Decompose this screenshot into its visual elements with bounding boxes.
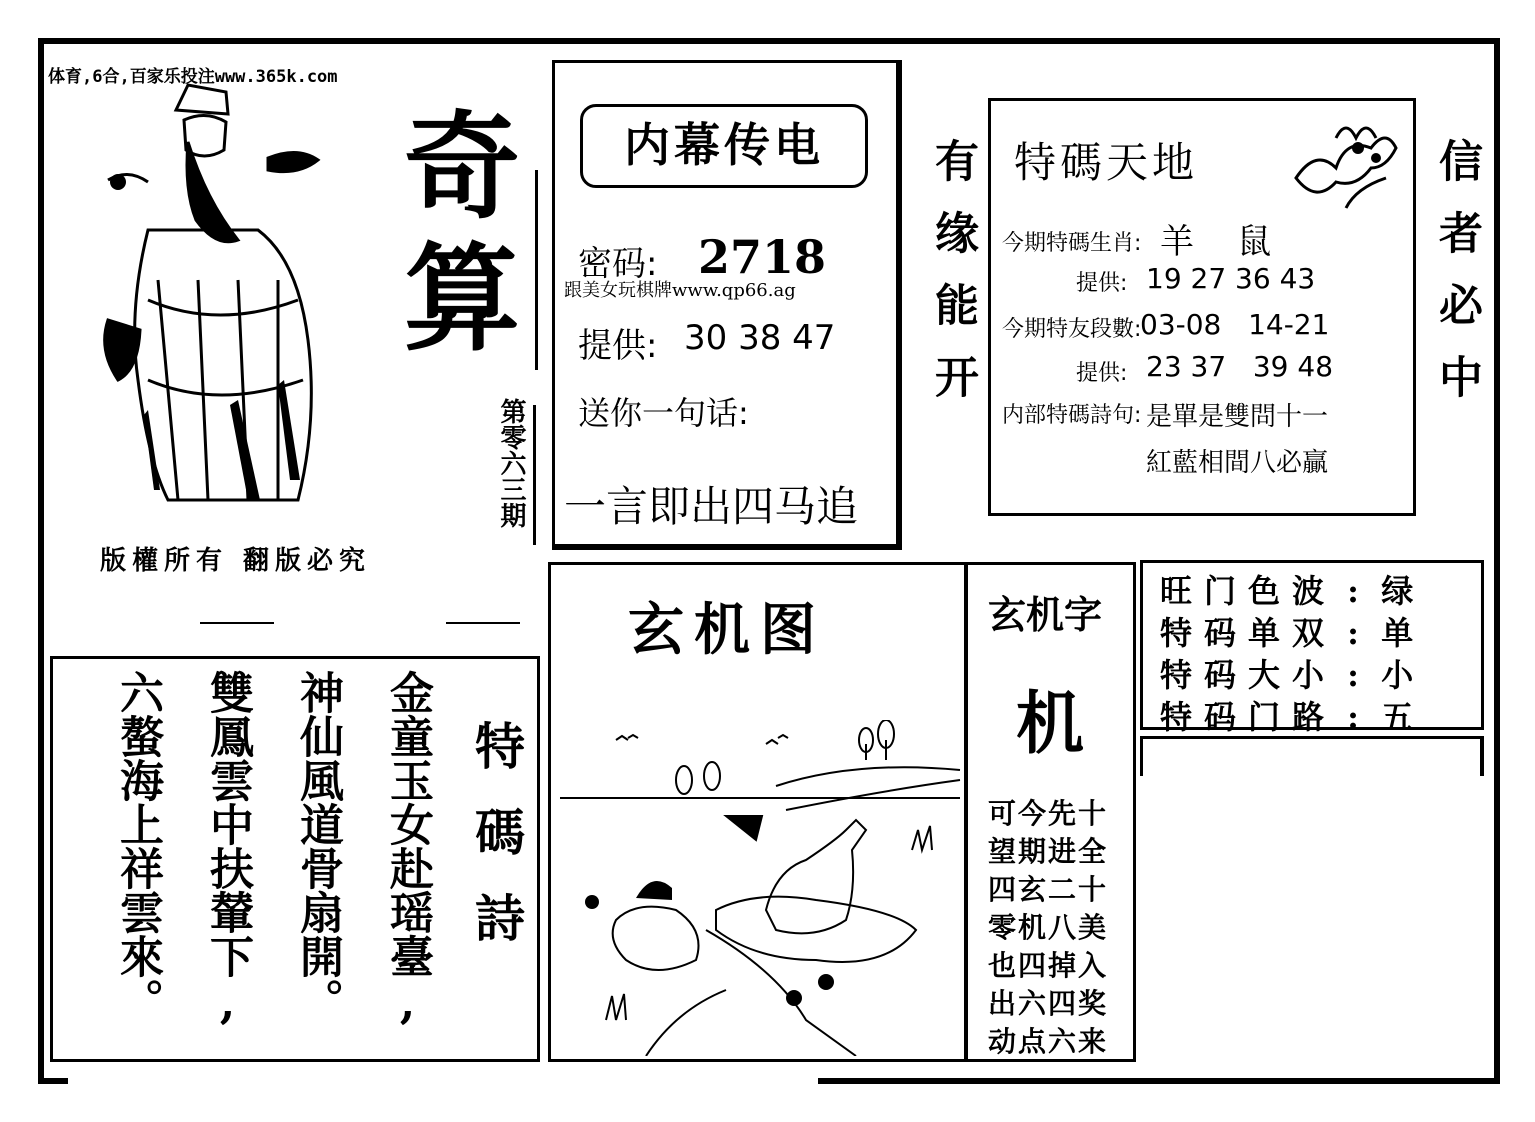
- poem-line: 六螯海上祥雲來。: [112, 670, 163, 1022]
- info-colon: :: [1336, 656, 1382, 694]
- poem-line: 金童玉女赴瑶臺,: [382, 670, 433, 1029]
- deity-illustration: [88, 80, 348, 520]
- xuanji-zi-row: 出六四奖: [988, 987, 1109, 1020]
- poem-label: 内部特碼詩句:: [1002, 403, 1142, 428]
- info-row: [1160, 566, 1460, 612]
- provide2-numbers: 23 37 39 48: [1146, 350, 1334, 383]
- xuanji-zi-row: 望期进全: [988, 835, 1109, 868]
- zodiac-label: 今期特碼生肖:: [1002, 231, 1142, 256]
- xuanji-tu-title: 玄机图: [628, 598, 826, 663]
- divider-line: [200, 622, 274, 624]
- title-divider: [535, 170, 538, 370]
- xuanji-zi-title: 玄机字: [988, 593, 1103, 637]
- period-label: 第零六三期: [496, 398, 526, 528]
- neimu-title: 内幕传电: [580, 104, 868, 188]
- tema-title: 特碼天地: [1014, 138, 1199, 187]
- info-colon: :: [1336, 698, 1382, 736]
- info-colon: :: [1336, 572, 1382, 610]
- xuanji-zi-row: 也四掉入: [988, 949, 1109, 982]
- flower-icon: [1276, 108, 1406, 218]
- info-label: 特码门路: [1160, 698, 1337, 736]
- xuanji-zi-row: 可今先十: [988, 797, 1109, 830]
- info-label: 特码单双: [1160, 614, 1337, 652]
- info-value: 单: [1381, 614, 1414, 652]
- xuanji-zi-row: 零机八美: [988, 911, 1109, 944]
- info-value: 小: [1381, 656, 1414, 694]
- frame-left: [38, 38, 44, 1084]
- info-colon: :: [1336, 614, 1382, 652]
- frame-right: [1494, 38, 1500, 1084]
- neimu-ad[interactable]: 跟美女玩棋牌www.qp66.ag: [564, 280, 796, 301]
- provide2-label: 提供:: [1076, 361, 1128, 386]
- copyright-text: 版權所有 翻版必究: [100, 546, 372, 576]
- provide-numbers: 30 38 47: [684, 318, 836, 358]
- frame-bottom: [38, 1078, 68, 1084]
- zodiac-values: 羊 鼠: [1160, 222, 1272, 262]
- info-value: 绿: [1381, 572, 1414, 610]
- info-row: [1160, 692, 1460, 738]
- title-char-1: 奇: [404, 100, 520, 235]
- info-label: 特码大小: [1160, 656, 1337, 694]
- info-row: [1160, 608, 1460, 654]
- right-slogan: 信者必中: [1431, 138, 1482, 426]
- provide1-label: 提供:: [1076, 271, 1128, 296]
- provide1-numbers: 19 27 36 43: [1146, 262, 1316, 295]
- divider-line: [446, 622, 520, 624]
- segment-values: 03-08 14-21: [1140, 308, 1330, 341]
- saying-label: 送你一句话:: [578, 394, 749, 432]
- info-row: [1160, 650, 1460, 696]
- left-slogan: 有缘能开: [927, 138, 978, 426]
- top-ad-text[interactable]: 体育,6合,百家乐投注www.365k.com: [48, 67, 338, 87]
- password-label: 密码:: [578, 244, 658, 284]
- title-char-2: 算: [404, 232, 520, 367]
- poem-line: 雙鳳雲中扶輦下,: [202, 670, 253, 1029]
- xuanji-zi-row: 四玄二十: [988, 873, 1109, 906]
- period-divider: [533, 405, 536, 545]
- provide-label: 提供:: [578, 326, 658, 366]
- segment-label: 今期特友段數:: [1002, 317, 1142, 342]
- divider-line: [1140, 736, 1143, 776]
- poem-title: 特碼詩: [467, 720, 526, 978]
- tema-poem-line: 紅藍相間八必贏: [1146, 448, 1329, 478]
- frame-bottom: [818, 1078, 1500, 1084]
- divider-line: [1140, 736, 1484, 739]
- poem-line: 神仙風道骨扇開。: [292, 670, 343, 1022]
- divider-line: [1480, 736, 1484, 776]
- info-label: 旺门色波: [1160, 572, 1337, 610]
- password-value: 2718: [698, 230, 827, 284]
- info-value: 五: [1381, 698, 1414, 736]
- frame-top: [38, 38, 1500, 44]
- xuanji-zi-char: 机: [1016, 685, 1085, 764]
- xuanji-zi-row: 动点六来: [988, 1025, 1109, 1058]
- tema-poem-line: 是單是雙問十一: [1146, 402, 1329, 432]
- saying-text: 一言即出四马追: [564, 482, 859, 531]
- deer-scene-illustration: [556, 720, 964, 1056]
